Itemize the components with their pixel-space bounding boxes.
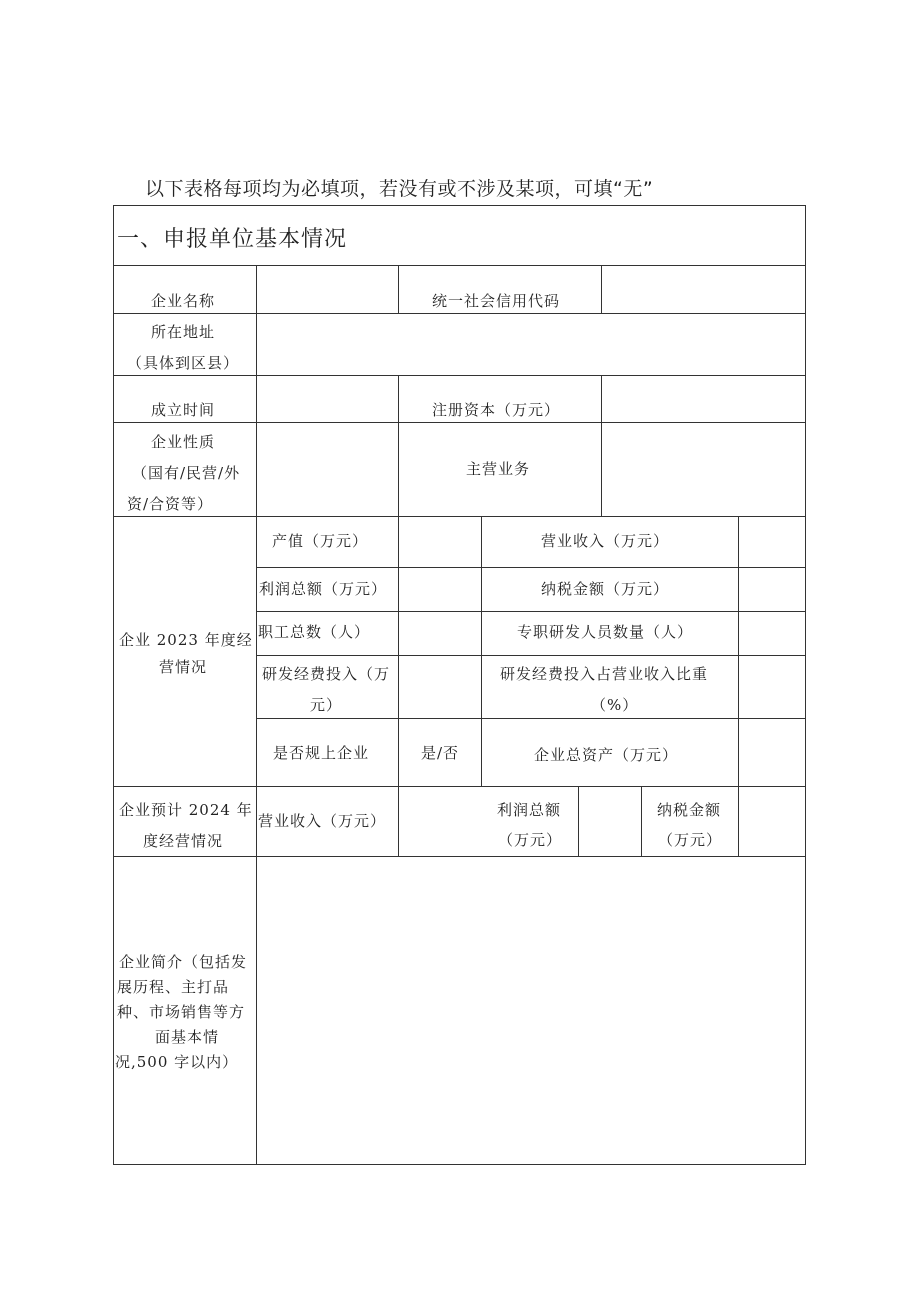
input-tax-2024[interactable] [740, 788, 804, 854]
input-revenue-2023[interactable] [740, 518, 804, 565]
input-credit-code[interactable] [604, 268, 804, 311]
label-intro-1: 企业简介（包括发 [119, 953, 248, 971]
label-total-assets: 企业总资产（万元） [534, 746, 679, 764]
yes-no-option[interactable]: 是/否 [421, 744, 460, 762]
row-divider [113, 786, 806, 787]
label-tax-2024-unit: （万元） [658, 831, 723, 849]
label-revenue-2024: 营业收入（万元） [258, 812, 387, 830]
label-forecast-2024-cont: 度经营情况 [143, 832, 224, 850]
label-nature-note-1: （国有/民营/外 [132, 464, 241, 482]
col-divider [481, 516, 482, 786]
label-rd-staff: 专职研发人员数量（人） [517, 623, 694, 641]
label-intro-5: 况,500 字以内） [115, 1053, 239, 1071]
input-tax-2023[interactable] [740, 569, 804, 609]
label-founded: 成立时间 [151, 401, 216, 419]
label-ops-2023-cont: 营情况 [159, 658, 208, 676]
input-address[interactable] [260, 316, 804, 373]
input-rd-ratio[interactable] [740, 657, 804, 716]
label-staff: 职工总数（人） [258, 623, 371, 641]
row-divider [256, 567, 806, 568]
input-nature[interactable] [260, 425, 396, 514]
input-profit-2024[interactable] [580, 788, 639, 854]
label-output: 产值（万元） [272, 532, 369, 550]
label-profit-2024: 利润总额 [497, 801, 562, 819]
col-divider [398, 375, 399, 516]
col-divider [601, 375, 602, 516]
input-total-assets[interactable] [740, 720, 804, 784]
label-ops-2023: 企业 2023 年度经 [119, 631, 253, 649]
instruction-note: 以下表格每项均为必填项，若没有或不涉及某项，可填“无” [145, 178, 654, 200]
input-reg-capital[interactable] [604, 378, 804, 420]
col-divider [398, 516, 399, 856]
row-divider [113, 516, 806, 517]
label-intro-2: 展历程、主打品 [117, 978, 230, 996]
label-profit-2024-unit: （万元） [498, 831, 563, 849]
input-company-intro[interactable] [260, 859, 804, 1163]
section-title: 一、申报单位基本情况 [117, 227, 348, 252]
label-intro-4: 面基本情 [155, 1028, 220, 1046]
input-founded[interactable] [260, 378, 396, 420]
label-profit-2023: 利润总额（万元） [259, 580, 388, 598]
label-tax-2024: 纳税金额 [657, 801, 722, 819]
label-rd-ratio: 研发经费投入占营业收入比重 [500, 665, 709, 683]
input-company-name[interactable] [260, 268, 396, 311]
label-forecast-2024: 企业预计 2024 年 [119, 801, 253, 819]
col-divider [578, 786, 579, 856]
input-rd-invest[interactable] [400, 657, 479, 716]
label-address: 所在地址 [151, 323, 216, 341]
label-main-business: 主营业务 [466, 460, 531, 478]
row-divider [113, 856, 806, 857]
input-revenue-2024[interactable] [400, 788, 479, 854]
label-rd-ratio-cont: （%） [591, 696, 639, 714]
label-nature: 企业性质 [151, 433, 216, 451]
col-divider [256, 265, 257, 1165]
label-nature-note-2: 资/合资等） [127, 495, 214, 513]
label-reg-capital: 注册资本（万元） [432, 401, 561, 419]
col-divider [398, 265, 399, 313]
label-rd-invest-cont: 元） [310, 696, 343, 714]
input-main-business[interactable] [604, 425, 804, 514]
label-tax-2023: 纳税金额（万元） [541, 580, 670, 598]
label-company-name: 企业名称 [151, 292, 216, 310]
label-above-scale: 是否规上企业 [273, 744, 370, 762]
input-staff[interactable] [400, 613, 479, 653]
label-credit-code: 统一社会信用代码 [432, 292, 561, 310]
row-divider [256, 655, 806, 656]
col-divider [601, 265, 602, 313]
label-intro-3: 种、市场销售等方 [117, 1003, 246, 1021]
input-rd-staff[interactable] [740, 613, 804, 653]
input-profit-2023[interactable] [400, 569, 479, 609]
label-address-note: （具体到区县） [127, 354, 240, 372]
col-divider [738, 516, 739, 856]
row-divider [256, 611, 806, 612]
row-divider [113, 265, 806, 266]
label-revenue-2023: 营业收入（万元） [541, 532, 670, 550]
label-rd-invest: 研发经费投入（万 [262, 665, 391, 683]
input-output[interactable] [400, 518, 479, 565]
col-divider [641, 786, 642, 856]
